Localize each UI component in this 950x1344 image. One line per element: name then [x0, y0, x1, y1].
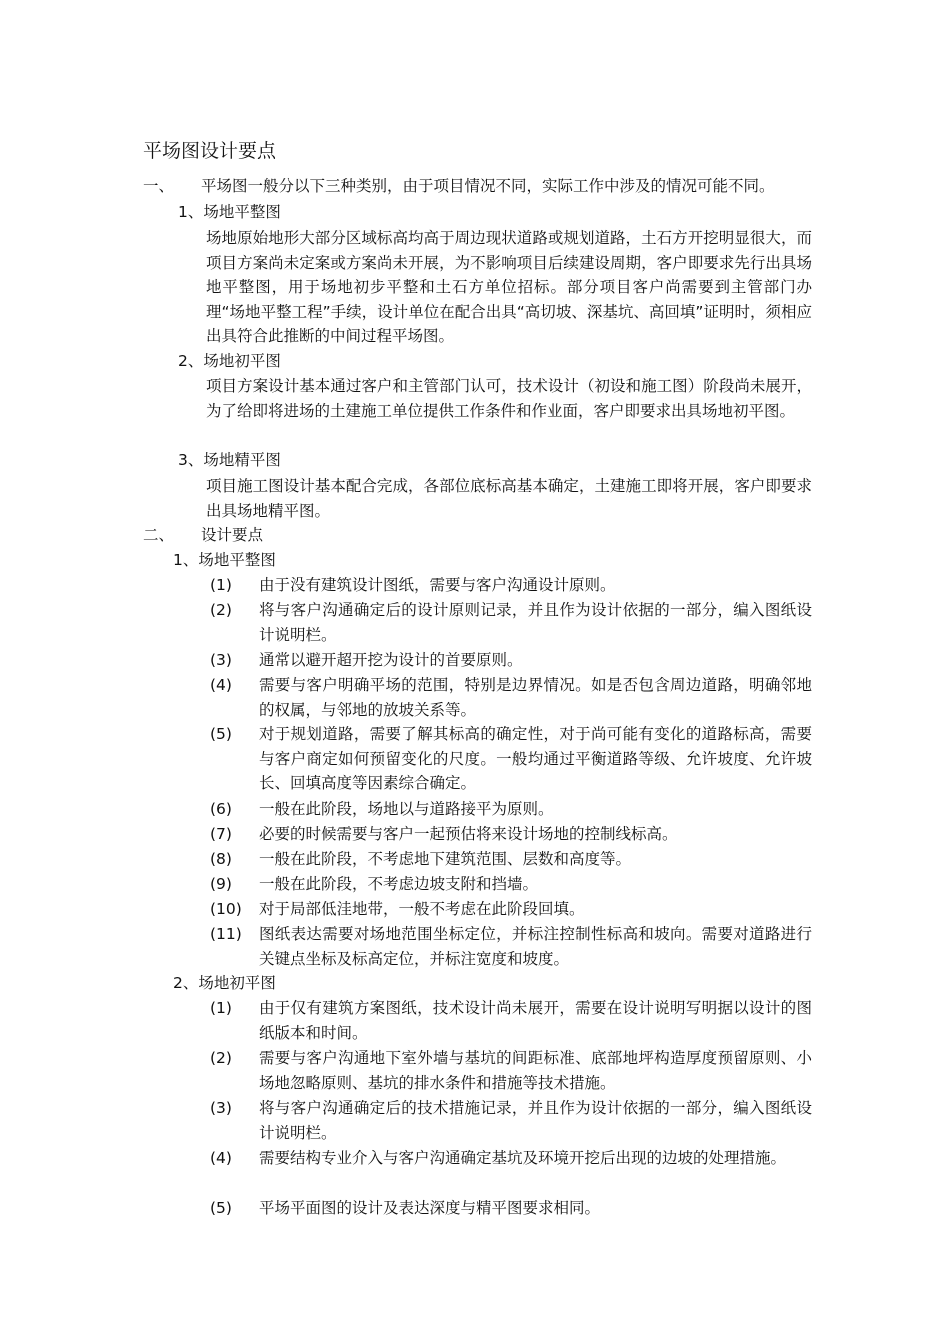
list-item: 由于仅有建筑方案图纸，技术设计尚未展开，需要在设计说明写明据以设计的图纸版本和时间。	[259, 999, 812, 1042]
list-item: 需要与客户明确平场的范围，特别是边界情况。如是否包含周边道路，明确邻地的权属，与邻地的放坡关系等。	[259, 676, 812, 719]
item-number: (6)	[210, 800, 232, 818]
item-number: (5)	[210, 725, 232, 743]
item-number: (9)	[210, 875, 232, 893]
item-number: (8)	[210, 850, 232, 868]
list-item: 通常以避开超开挖为设计的首要原则。	[259, 651, 523, 669]
item-number: (1)	[210, 999, 232, 1017]
section-1-number: 一、	[143, 177, 175, 195]
list-item: 需要与客户沟通地下室外墙与基坑的间距标准、底部地坪构造厚度预留原则、小场地忽略原则、基坑的排水条件和措施等技术措施。	[259, 1049, 812, 1092]
section-1-sub-1-title: 1、场地平整图	[178, 203, 281, 221]
item-number: (10)	[210, 900, 242, 918]
item-number: (7)	[210, 825, 232, 843]
item-number: (2)	[210, 1049, 232, 1067]
item-number: (5)	[210, 1199, 232, 1217]
list-item: 对于规划道路，需要了解其标高的确定性，对于尚可能有变化的道路标高，需要与客户商定如何预留变化的尺度。一般均通过平衡道路等级、允许坡度、允许坡长、回填高度等因素综合确定。	[259, 725, 812, 793]
list-item: 由于没有建筑设计图纸，需要与客户沟通设计原则。	[259, 576, 616, 594]
section-2-sub-2-title: 2、场地初平图	[173, 974, 276, 992]
list-item: 平场平面图的设计及表达深度与精平图要求相同。	[259, 1199, 601, 1217]
section-2-number: 二、	[143, 526, 175, 544]
list-item: 必要的时候需要与客户一起预估将来设计场地的控制线标高。	[259, 825, 678, 843]
item-number: (4)	[210, 1149, 232, 1167]
section-2-text: 设计要点	[201, 526, 264, 544]
item-number: (1)	[210, 576, 232, 594]
item-number: (4)	[210, 676, 232, 694]
section-1-sub-2-title: 2、场地初平图	[178, 352, 281, 370]
item-number: (2)	[210, 601, 232, 619]
section-1-text: 平场图一般分以下三种类别，由于项目情况不同，实际工作中涉及的情况可能不同。	[201, 177, 775, 195]
section-2-sub-1-title: 1、场地平整图	[173, 551, 276, 569]
document-title: 平场图设计要点	[143, 140, 277, 162]
item-number: (11)	[210, 925, 242, 943]
section-1-sub-3-title: 3、场地精平图	[178, 451, 281, 469]
list-item: 图纸表达需要对场地范围坐标定位，并标注控制性标高和坡向。需要对道路进行关键点坐标及标高定位，并标注宽度和坡度。	[259, 925, 812, 968]
list-item: 对于局部低洼地带，一般不考虑在此阶段回填。	[259, 900, 585, 918]
list-item: 将与客户沟通确定后的设计原则记录，并且作为设计依据的一部分，编入图纸设计说明栏。	[259, 601, 812, 644]
list-item: 将与客户沟通确定后的技术措施记录，并且作为设计依据的一部分，编入图纸设计说明栏。	[259, 1099, 812, 1142]
list-item: 一般在此阶段，不考虑边坡支附和挡墙。	[259, 875, 539, 893]
list-item: 一般在此阶段，不考虑地下建筑范围、层数和高度等。	[259, 850, 632, 868]
section-1-sub-3-paragraph: 项目施工图设计基本配合完成，各部位底标高基本确定，土建施工即将开展，客户即要求出具场地精平图。	[206, 477, 812, 520]
list-item: 需要结构专业介入与客户沟通确定基坑及环境开挖后出现的边坡的处理措施。	[259, 1149, 787, 1167]
item-number: (3)	[210, 1099, 232, 1117]
item-number: (3)	[210, 651, 232, 669]
section-1-sub-2-paragraph: 项目方案设计基本通过客户和主管部门认可，技术设计（初设和施工图）阶段尚未展开，为了给即将进场的土建施工单位提供工作条件和作业面，客户即要求出具场地初平图。	[206, 377, 812, 420]
list-item: 一般在此阶段，场地以与道路接平为原则。	[259, 800, 554, 818]
section-1-sub-1-paragraph: 场地原始地形大部分区域标高均高于周边现状道路或规划道路，土石方开挖明显很大，而项目方案尚未定案或方案尚未开展，为不影响项目后续建设周期，客户即要求先行出具场地平整图，用于场地初步平整和土石方单位招标。部分项目客户尚需要到主管部门办理“场地平整工程”手续，设计单位在配合出具“高切坡、深基坑、高回填”证明时，须相应出具符合此推断的中间过程平场图。	[206, 229, 812, 346]
